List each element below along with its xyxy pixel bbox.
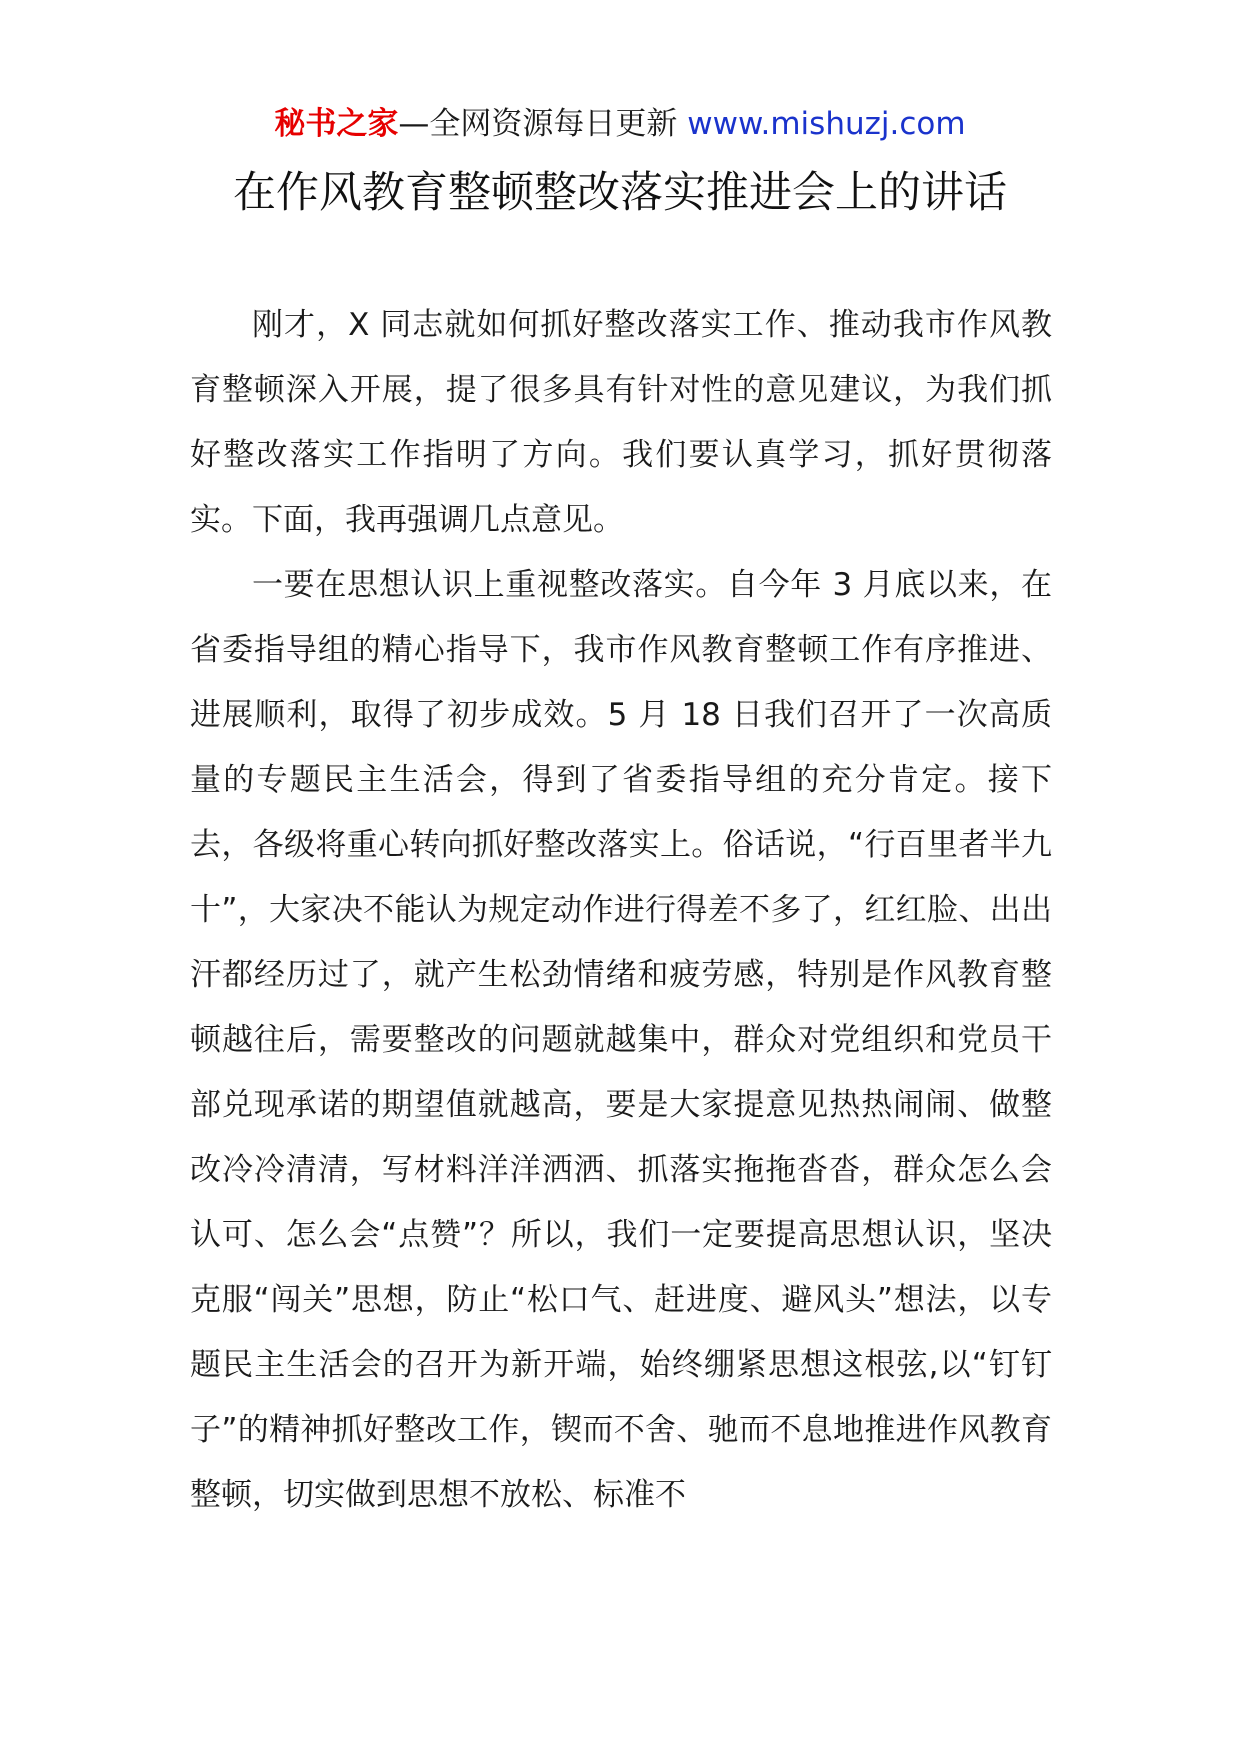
site-brand: 秘书之家 — [274, 106, 399, 142]
site-url: www.mishuzj.com — [687, 106, 966, 142]
site-banner — [0, 102, 1240, 146]
paragraph: 一要在思想认识上重视整改落实。自今年 3 月底以来，在省委指导组的精心指导下，我市作风教育整顿工作有序推进、进展顺利，取得了初步成效。5 月 18 日我们召开了一次高质量的专题民主生活会，得到了省委指导组的充分肯定。接下去，各级将重心转向抓好整改落实上。俗话说，“行百里者半九十”，大家决不能认为规定动作进行得差不多了，红红脸、出出汗都经历过了，就产生松劲情绪和疲劳感，特别是作风教育整顿越往后，需要整改的问题就越集中，群众对党组织和党员干部兑现承诺的期望值就越高，要是大家提意见热热闹闹、做整改冷冷清清，写材料洋洋洒洒、抓落实拖拖沓沓，群众怎么会认可、怎么会“点赞”？所以，我们一定要提高思想认识，坚决克服“闯关”思想，防止“松口气、赶进度、避风头”想法，以专题民主生活会的召开为新开端，始终绷紧思想这根弦,以“钉钉子”的精神抓好整改工作，锲而不舍、驰而不息地推进作风教育整顿，切实做到思想不放松、标准不 — [190, 567, 1052, 1513]
site-tagline: —全网资源每日更新 — [398, 106, 688, 142]
paragraph: 刚才，X 同志就如何抓好整改落实工作、推动我市作风教育整顿深入开展，提了很多具有针对性的意见建议，为我们抓好整改落实工作指明了方向。我们要认真学习，抓好贯彻落实。下面，我再强调几点意见。 — [190, 307, 1052, 538]
document-body — [190, 293, 1052, 1528]
document-title: 在作风教育整顿整改落实推进会上的讲话 — [233, 168, 1007, 218]
